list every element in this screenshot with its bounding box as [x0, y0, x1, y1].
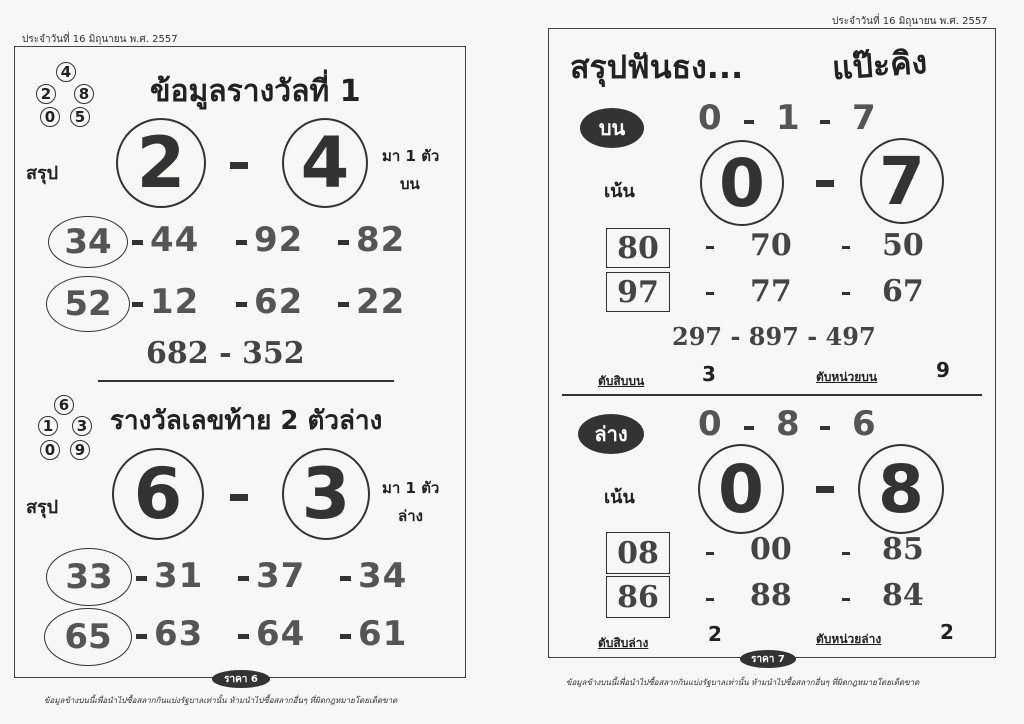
divider: [562, 394, 982, 396]
number-text: 88: [750, 578, 792, 613]
divider: [98, 380, 394, 382]
seq-digit: 7: [852, 98, 876, 138]
title-brand: แป๊ะคิง: [830, 42, 929, 88]
tens-lower-value: 2: [708, 622, 722, 646]
pick-digit: 7: [879, 142, 925, 220]
pick-digit: 3: [301, 453, 351, 535]
number-text: 12: [150, 282, 200, 322]
dash: [338, 240, 349, 245]
number-text: 61: [358, 614, 408, 654]
circled-number: [46, 276, 130, 332]
pick-circle: [116, 118, 206, 208]
dash: [230, 494, 248, 501]
dash: [816, 180, 834, 187]
dash: [238, 634, 249, 639]
dash: [820, 120, 830, 124]
digit-circle: 1: [38, 416, 58, 436]
dash: [236, 240, 247, 245]
number-text: 77: [750, 274, 792, 309]
pick-note: ล่าง: [398, 507, 423, 525]
left-header-date: ประจำวันที่ 16 มิถุนายน พ.ศ. 2557: [22, 34, 178, 45]
dash: [230, 162, 248, 169]
boxed-number: 97: [606, 272, 670, 312]
digit-circle: 0: [40, 107, 60, 127]
seq-digit: 0: [698, 404, 722, 444]
page-tag: ราคา 7: [740, 650, 796, 668]
dash: [136, 634, 147, 639]
dash: [842, 246, 850, 249]
dash: [132, 302, 143, 307]
boxed-number: 86: [606, 576, 670, 618]
pick-digit: 2: [136, 122, 186, 204]
dash: [842, 598, 850, 601]
number-text: 65: [64, 617, 112, 657]
upper-label-pill: บน: [580, 108, 644, 148]
summary-label: สรุป: [26, 497, 59, 518]
number-text: 67: [882, 274, 924, 309]
pick-circle: [698, 444, 784, 534]
units-lower-value: 2: [940, 620, 954, 644]
number-text: 31: [154, 556, 204, 596]
number-text: 63: [154, 614, 204, 654]
number-text: 64: [256, 614, 306, 654]
dash: [340, 634, 351, 639]
triple-numbers: 682 - 352: [146, 336, 305, 371]
number-text: 37: [256, 556, 306, 596]
disclaimer-footer: ข้อมูลข้างบนนี้เพื่อนำไปซื้อสลากกินแบ่งรัฐบาลเท่านั้น ห้ามนำไปซื้อสลากอื่นๆ ที่ผิดกฎหมายโดยเด็ดขาด: [566, 678, 920, 687]
summary-label: สรุป: [26, 163, 59, 184]
disclaimer-footer: ข้อมูลข้างบนนี้เพื่อนำไปซื้อสลากกินแบ่งรัฐบาลเท่านั้น ห้ามนำไปซื้อสลากอื่นๆ ที่ผิดกฎหมายโดยเด็ดขาด: [44, 696, 398, 705]
pick-digit: 0: [718, 450, 764, 528]
pick-digit: 6: [133, 453, 183, 535]
units-upper-value: 9: [936, 358, 950, 382]
page-tag: ราคา 6: [212, 670, 270, 688]
focus-label: เน้น: [604, 181, 635, 202]
pick-note: มา 1 ตัว: [382, 479, 440, 497]
pick-circle: [112, 448, 204, 540]
number-text: 22: [356, 282, 406, 322]
number-text: 62: [254, 282, 304, 322]
section-title-last-two: รางวัลเลขท้าย 2 ตัวล่าง: [110, 406, 383, 436]
boxed-number: 80: [606, 228, 670, 268]
dash: [132, 240, 143, 245]
circled-number: [48, 216, 128, 268]
dash: [744, 426, 754, 430]
seq-digit: 6: [852, 404, 876, 444]
number-text: 50: [882, 228, 924, 263]
number-text: 52: [64, 284, 112, 324]
digit-circle: 9: [70, 440, 90, 460]
title-summary: สรุปฟันธง...: [570, 48, 744, 86]
pick-digit: 4: [300, 122, 350, 204]
dash: [744, 120, 754, 124]
pick-circle: [858, 444, 944, 534]
focus-label: เน้น: [604, 487, 635, 508]
digit-circle: 8: [74, 84, 94, 104]
pick-note: มา 1 ตัว: [382, 147, 440, 165]
digit-circle: 4: [56, 62, 76, 82]
number-text: 92: [254, 220, 304, 260]
dash: [136, 576, 147, 581]
pick-digit: 0: [719, 144, 765, 222]
digit-circle: 3: [72, 416, 92, 436]
pick-digit: 8: [878, 450, 924, 528]
pick-circle: [700, 140, 784, 226]
boxed-number: 08: [606, 532, 670, 574]
pick-note: บน: [400, 175, 420, 193]
triple-numbers: 297 - 897 - 497: [672, 322, 876, 351]
number-text: 85: [882, 532, 924, 567]
dash: [338, 302, 349, 307]
units-upper-label: ตับหน่วยบน: [816, 370, 878, 384]
dash: [820, 426, 830, 430]
dash: [842, 292, 850, 295]
dash: [340, 576, 351, 581]
tens-lower-label: ตับสิบล่าง: [598, 636, 649, 650]
dash: [706, 292, 714, 295]
section-title-first-prize: ข้อมูลรางวัลที่ 1: [150, 74, 361, 109]
number-text: 34: [64, 222, 112, 262]
number-text: 84: [882, 578, 924, 613]
lower-label-pill: ล่าง: [578, 414, 644, 454]
digit-circle: 6: [54, 395, 74, 415]
right-page: [512, 0, 1024, 724]
seq-digit: 1: [776, 98, 800, 138]
digit-circle: 2: [36, 84, 56, 104]
pick-circle: [282, 118, 368, 208]
digit-circle: 0: [40, 440, 60, 460]
dash: [706, 598, 714, 601]
circled-number: [46, 548, 132, 606]
seq-digit: 8: [776, 404, 800, 444]
number-text: 00: [750, 532, 792, 567]
dash: [706, 246, 714, 249]
pick-circle: [282, 448, 370, 540]
dash: [842, 552, 850, 555]
dash: [706, 552, 714, 555]
number-text: 82: [356, 220, 406, 260]
dash: [236, 302, 247, 307]
number-text: 34: [358, 556, 408, 596]
tens-upper-label: ตับสิบบน: [598, 374, 645, 388]
tens-upper-value: 3: [702, 362, 716, 386]
number-text: 44: [150, 220, 200, 260]
seq-digit: 0: [698, 98, 722, 138]
digit-circle: 5: [70, 107, 90, 127]
number-text: 33: [65, 557, 113, 597]
dash: [238, 576, 249, 581]
circled-number: [44, 608, 132, 666]
units-lower-label: ตับหน่วยล่าง: [816, 632, 882, 646]
right-header-date: ประจำวันที่ 16 มิถุนายน พ.ศ. 2557: [832, 16, 988, 27]
number-text: 70: [750, 228, 792, 263]
dash: [816, 486, 834, 493]
pick-circle: [860, 138, 944, 224]
